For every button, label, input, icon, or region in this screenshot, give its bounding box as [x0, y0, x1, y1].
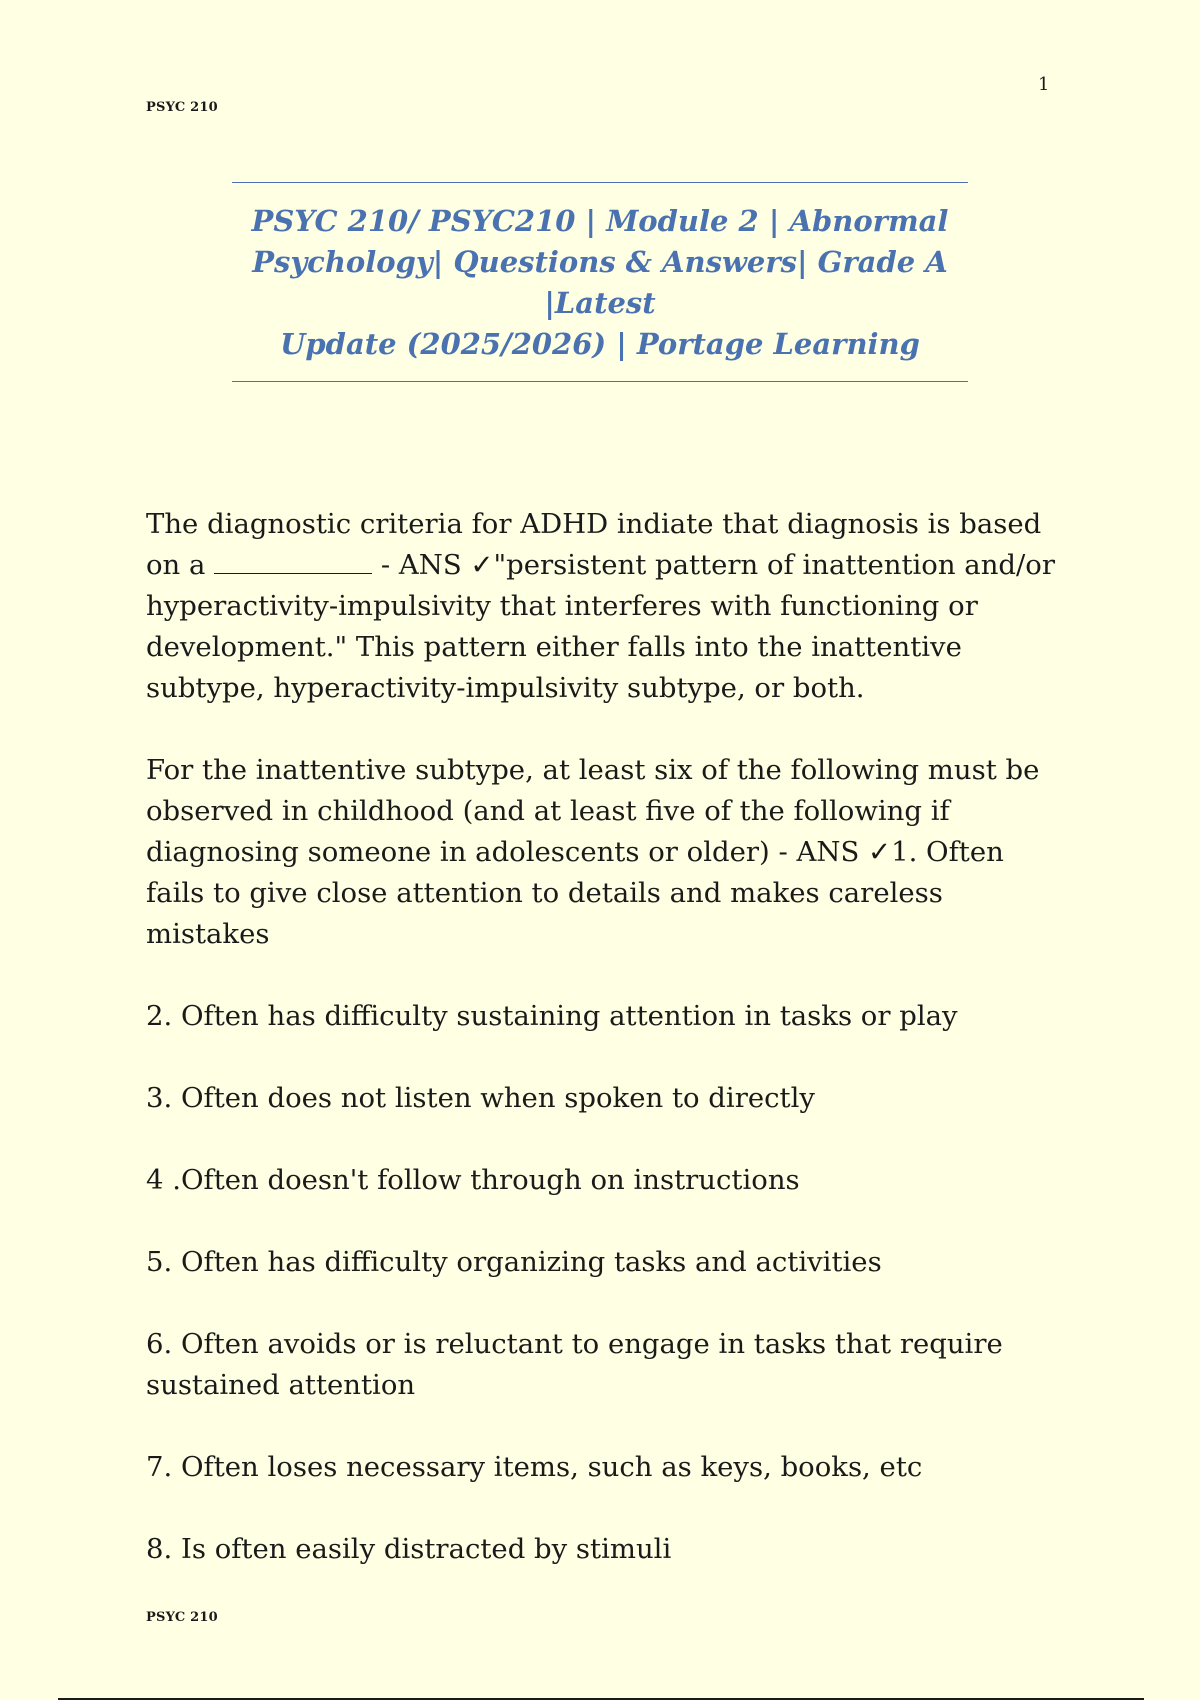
answer-item: 6. Often avoids or is reluctant to engage in tasks that require sustained attention	[146, 1328, 1003, 1401]
answer-item: 5. Often has difficulty organizing tasks and activities	[146, 1246, 882, 1278]
title-line-3: Update (2025/2026) | Portage Learning	[280, 327, 920, 361]
running-header: PSYC 210	[146, 100, 218, 115]
answer-item: 1. Often fails to give close attention to details and makes careless mistakes	[146, 836, 1004, 950]
answer-item: 3. Often does not listen when spoken to directly	[146, 1082, 815, 1114]
question-text: For the inattentive subtype, at least six of the following must be observed in childhood (and at least five of the following if diagnosing someone in adolescents or older) - ANS ✓	[146, 754, 1040, 868]
document-body	[146, 504, 1066, 1611]
title-line-1: PSYC 210/ PSYC210 | Module 2 | Abnormal	[251, 204, 949, 238]
answer-item: 7. Often loses necessary items, such as keys, books, etc	[146, 1451, 923, 1483]
question-text-part2: - ANS ✓	[372, 549, 494, 581]
question-text-part1: The diagnostic criteria for ADHD indiate that diagnosis is based on a	[146, 508, 1042, 581]
answer-item: 8. Is often easily distracted by stimuli	[146, 1533, 672, 1565]
page-number: 1	[1038, 74, 1050, 95]
document-title	[232, 182, 968, 382]
answer-item: 2. Often has difficulty sustaining attention in tasks or play	[146, 1000, 958, 1032]
qa-item-adhd-criteria	[146, 504, 1066, 709]
answer-item: 4 .Often doesn't follow through on instructions	[146, 1164, 800, 1196]
fill-in-blank	[214, 546, 372, 574]
answer-text: "persistent pattern of inattention and/or hyperactivity-impulsivity that interferes with functioning or development." This pattern either falls into the inattentive subtype, hyperactivity-impulsivity subtype, or both.	[146, 549, 1055, 704]
running-footer: PSYC 210	[146, 1610, 218, 1625]
qa-item-inattentive-subtype	[146, 750, 1066, 955]
title-line-2: Psychology| Questions & Answers| Grade A |Latest	[252, 245, 948, 320]
